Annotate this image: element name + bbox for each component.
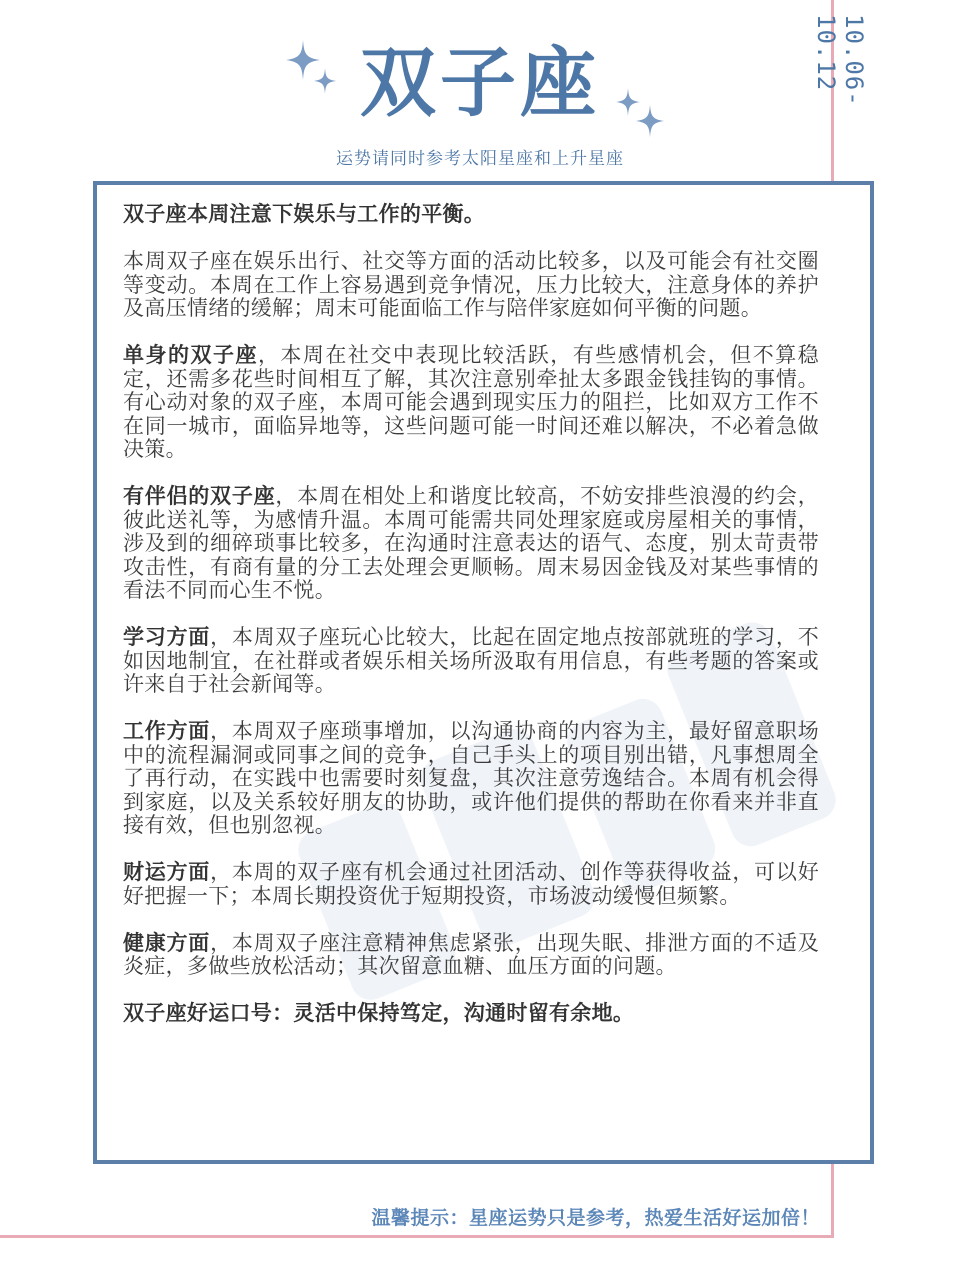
- section-label: 学习方面: [123, 625, 211, 649]
- section-text: ，本周在社交中表现比较活跃，有些感情机会，但不算稳定，还需多花些时间相互了解，其次注意别牵扯太多跟金钱挂钩的事情。有心动对象的双子座，本周可能会遇到现实压力的阻拦，比如双方工作不在同一城市，面临异地等，这些问题可能一时间还难以解决，不必着急做决策。: [123, 343, 819, 461]
- section-partnered: [123, 485, 819, 603]
- date-range: 10.06-10.12: [812, 14, 868, 107]
- section-text: ，本周双子座注意精神焦虑紧张，出现失眠、排泄方面的不适及炎症，多做些放松活动；其次留意血糖、血压方面的问题。: [123, 930, 819, 978]
- section-text: ，本周在相处上和谐度比较高，不妨安排些浪漫的约会，彼此送礼等，为感情升温。本周可能需共同处理家庭或房屋相关的事情，涉及到的细碎琐事比较多，在沟通时注意表达的语气、态度，别太苛责带攻击性，有商有量的分工去处理会更顺畅。周末易因金钱及对某些事情的看法不同而心生不悦。: [123, 484, 819, 602]
- section-text: ，本周的双子座有机会通过社团活动、创作等获得收益，可以好好把握一下；本周长期投资优于短期投资，市场波动缓慢但频繁。: [123, 860, 819, 908]
- section-text: ，本周双子座琐事增加，以沟通协商的内容为主，最好留意职场中的流程漏洞或同事之间的竞争，自己手头上的项目别出错，凡事想周全了再行动，在实践中也需要时刻复盘，其次注意劳逸结合。本周有机会得到家庭，以及关系较好朋友的协助，或许他们提供的帮助在你看来并非直接有效，但也别忽视。: [123, 719, 819, 837]
- section-label: 健康方面: [123, 930, 211, 955]
- horoscope-text: [123, 203, 819, 1026]
- section-health: [123, 932, 819, 979]
- section-wealth: [123, 861, 819, 908]
- footer-tip: 温馨提示：星座运势只是参考，热爱生活好运加倍！: [371, 1207, 820, 1229]
- intro-paragraph: 本周双子座在娱乐出行、社交等方面的活动比较多，以及可能会有社交圈等变动。本周在工作上容易遇到竞争情况，压力比较大，注意身体的养护及高压情绪的缓解；周末可能面临工作与陪伴家庭如何平衡的问题。: [123, 249, 819, 320]
- section-text: ，本周双子座玩心比较大，比起在固定地点按部就班的学习，不如因地制宜，在社群或者娱乐相关场所汲取有用信息，有些考题的答案或许来自于社会新闻等。: [123, 625, 819, 696]
- pink-horizontal-line: [0, 1235, 834, 1238]
- sparkle-star-icon: [314, 68, 336, 94]
- lucky-slogan: 双子座好运口号：灵活中保持笃定，沟通时留有余地。: [123, 1001, 635, 1025]
- headline: 双子座本周注意下娱乐与工作的平衡。: [123, 202, 486, 226]
- section-label: 工作方面: [123, 719, 211, 743]
- section-label: 有伴侣的双子座: [123, 484, 276, 508]
- content-box: [93, 181, 874, 1164]
- section-single: [123, 344, 819, 462]
- sparkle-star-icon: [636, 104, 664, 138]
- section-label: 单身的双子座: [123, 343, 258, 367]
- section-study: [123, 626, 819, 697]
- subtitle: 运势请同时参考太阳星座和上升星座: [336, 149, 624, 169]
- page-title: 双子座: [360, 38, 600, 127]
- section-label: 财运方面: [123, 860, 211, 884]
- section-work: [123, 720, 819, 838]
